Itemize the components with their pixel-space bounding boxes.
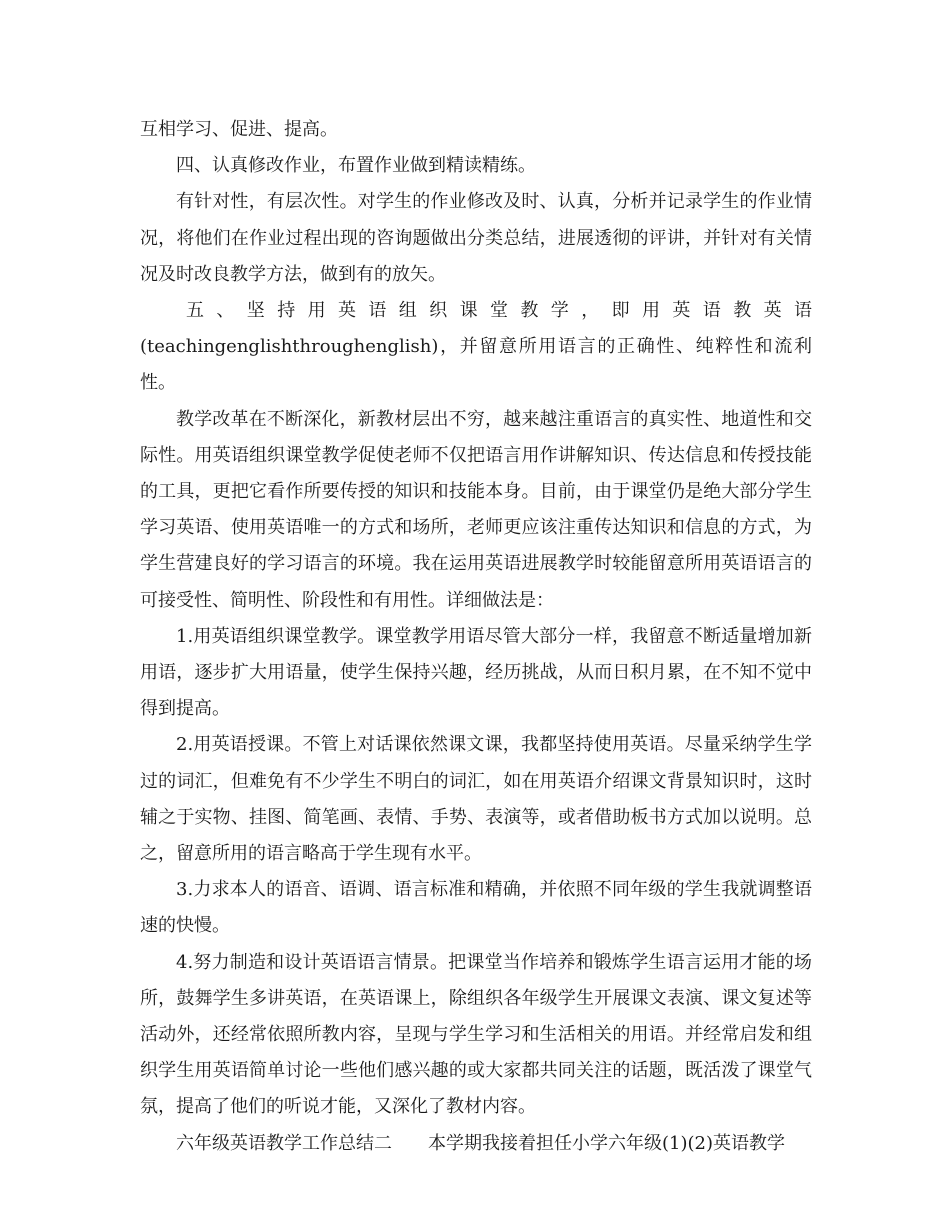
paragraph-item-4: 4.努力制造和设计英语语言情景。把课堂当作培养和锻炼学生语言运用才能的场所，鼓舞学生多讲英语，在英语课上，除组织各年级学生开展课文表演、课文复述等活动外，还经常依照所教内容，呈现与学生学习和生活相关的用语。并经常启发和组织学生用英语简单讨论一些他们感兴趣的或大家都共同关注的话题，既活泼了课堂气氛，提高了他们的听说才能，又深化了教材内容。 (140, 951, 812, 1118)
document-body (140, 112, 812, 1162)
paragraph-heading-four: 四、认真修改作业，布置作业做到精读精练。 (176, 155, 536, 177)
paragraph-summary-two: 六年级英语教学工作总结二 本学期我接着担任小学六年级(1)(2)英语教学 (176, 1132, 785, 1154)
paragraph-reform: 教学改革在不断深化，新教材层出不穷，越来越注重语言的真实性、地道性和交际性。用英语组织课堂教学促使老师不仅把语言用作讲解知识、传达信息和传授技能的工具，更把它看作所要传授的知识和技能本身。目前，由于课堂仍是绝大部分学生学习英语、使用英语唯一的方式和场所，老师更应该注重传达知识和信息的方式，为学生营建良好的学习语言的环境。我在运用英语进展教学时较能留意所用英语语言的可接受性、简明性、阶段性和有用性。详细做法是： (140, 408, 812, 611)
heading-five-line: 五、坚持用英语组织课堂教学，即用英语教英语 (186, 300, 812, 322)
paragraph-heading-five-cont: (teachingenglishthroughenglish)，并留意所用语言的正确性、纯粹性和流利性。 (140, 336, 812, 394)
paragraph-item-1: 1.用英语组织课堂教学。课堂教学用语尽管大部分一样，我留意不断适量增加新用语，逐步扩大用语量，使学生保持兴趣，经历挑战，从而日积月累，在不知不觉中得到提高。 (140, 625, 812, 720)
paragraph-item-2: 2.用英语授课。不管上对话课依然课文课，我都坚持使用英语。尽量采纳学生学过的词汇，但难免有不少学生不明白的词汇，如在用英语介绍课文背景知识时，这时辅之于实物、挂图、简笔画、表情、手势、表演等，或者借助板书方式加以说明。总之，留意所用的语言略高于学生现有水平。 (140, 734, 812, 865)
paragraph-item-3: 3.力求本人的语音、语调、语言标准和精确，并依照不同年级的学生我就调整语速的快慢。 (140, 879, 812, 937)
paragraph-heading-five (140, 293, 812, 329)
paragraph-continuation: 互相学习、促进、提高。 (140, 119, 338, 140)
paragraph-homework: 有针对性，有层次性。对学生的作业修改及时、认真，分析并记录学生的作业情况，将他们在作业过程出现的咨询题做出分类总结，进展透彻的评讲，并针对有关情况及时改良教学方法，做到有的放矢。 (140, 191, 812, 285)
